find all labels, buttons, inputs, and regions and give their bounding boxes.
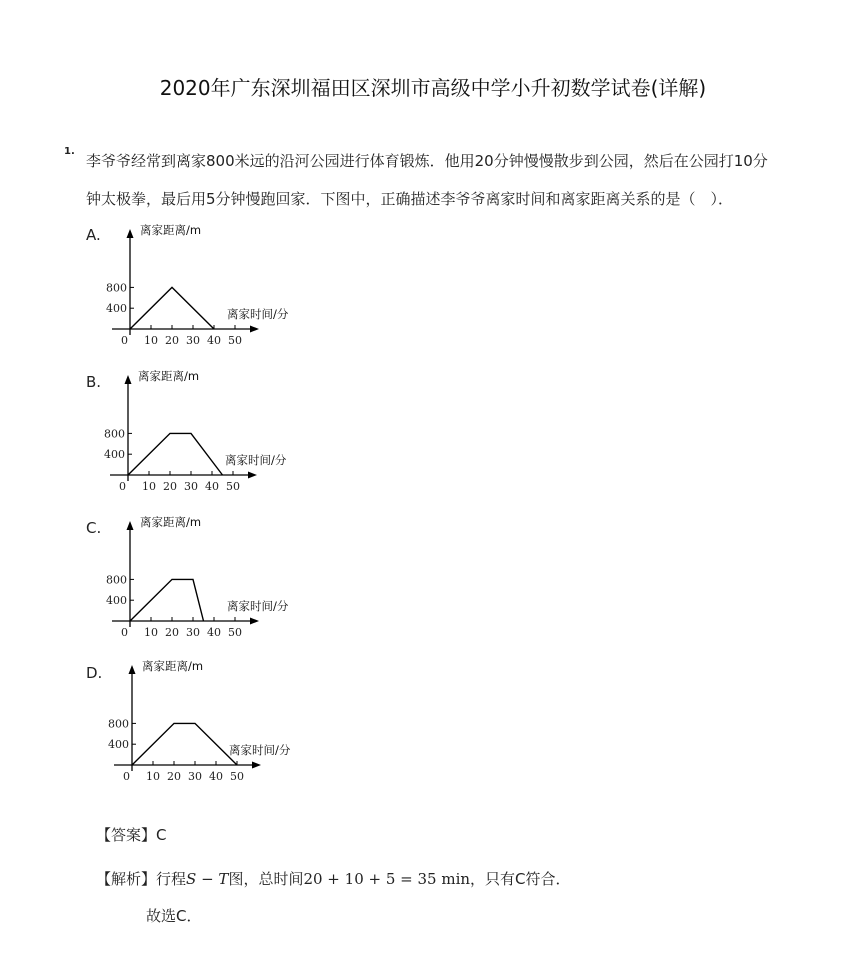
x-tick-label: 50 bbox=[228, 626, 242, 639]
x-tick-label: 50 bbox=[228, 334, 242, 347]
x-tick-label: 10 bbox=[144, 626, 158, 639]
y-tick-label: 400 bbox=[106, 594, 127, 608]
distance-time-line bbox=[130, 287, 214, 329]
x-tick-label: 40 bbox=[207, 334, 221, 347]
analysis-conclusion: 故选C． bbox=[146, 907, 202, 925]
y-axis-title: 离家距离/m bbox=[138, 369, 200, 383]
x-tick-label: 40 bbox=[209, 770, 223, 783]
option-c-label: C. bbox=[86, 519, 102, 537]
x-axis-title: 离家时间/分 bbox=[225, 453, 287, 467]
analysis-mid: 图，总时间 bbox=[228, 870, 304, 888]
y-tick-label: 800 bbox=[106, 281, 127, 295]
option-a-label: A. bbox=[86, 226, 101, 244]
x-tick-label: 30 bbox=[186, 626, 200, 639]
distance-time-line bbox=[130, 579, 204, 621]
x-tick-label: 10 bbox=[142, 480, 156, 493]
graph-svg bbox=[108, 659, 320, 790]
y-axis-arrow bbox=[127, 229, 134, 238]
y-tick-label: 400 bbox=[104, 448, 125, 462]
y-axis-title: 离家距离/m bbox=[142, 659, 204, 673]
distance-time-line bbox=[128, 433, 223, 475]
origin-label: 0 bbox=[121, 626, 128, 639]
distance-time-line bbox=[132, 723, 237, 765]
graph-svg bbox=[104, 369, 316, 500]
origin-label: 0 bbox=[121, 334, 128, 347]
analysis-minus: − bbox=[196, 870, 219, 888]
analysis-var-s: S bbox=[186, 870, 197, 888]
x-tick-label: 30 bbox=[188, 770, 202, 783]
x-axis-title: 离家时间/分 bbox=[227, 307, 289, 321]
x-tick-label: 30 bbox=[186, 334, 200, 347]
answer-label: 【答案】 bbox=[96, 826, 157, 844]
x-tick-label: 40 bbox=[207, 626, 221, 639]
analysis-prefix: 行程 bbox=[156, 870, 187, 888]
answer-line bbox=[96, 824, 167, 845]
y-tick-label: 800 bbox=[108, 717, 129, 731]
question-text-line-1: 李爷爷经常到离家800米远的沿河公园进行体育锻炼．他用20分钟慢慢散步到公园，然后在公园打10分 bbox=[86, 152, 768, 170]
x-tick-label: 40 bbox=[205, 480, 219, 493]
x-axis-arrow bbox=[250, 326, 259, 333]
x-tick-label: 20 bbox=[167, 770, 181, 783]
x-tick-label: 20 bbox=[165, 334, 179, 347]
origin-label: 0 bbox=[123, 770, 130, 783]
option-d-label: D. bbox=[86, 664, 103, 682]
answer-value: C bbox=[156, 826, 167, 844]
x-axis-title: 离家时间/分 bbox=[229, 743, 291, 757]
option-a-graph[interactable] bbox=[106, 223, 318, 354]
question-text-line-2: 钟太极拳，最后用5分钟慢跑回家．下图中，正确描述李爷爷离家时间和离家距离关系的是（ ）． bbox=[86, 190, 734, 208]
graph-svg bbox=[106, 515, 318, 646]
x-axis-arrow bbox=[250, 618, 259, 625]
x-axis-arrow bbox=[248, 472, 257, 479]
analysis-suffix: ，只有C符合． bbox=[470, 870, 571, 888]
page-title: 2020年广东深圳福田区深圳市高级中学小升初数学试卷(详解) bbox=[159, 76, 707, 100]
x-axis-title: 离家时间/分 bbox=[227, 599, 289, 613]
x-tick-label: 20 bbox=[163, 480, 177, 493]
x-axis-arrow bbox=[252, 762, 261, 769]
y-axis-arrow bbox=[127, 521, 134, 530]
option-b-graph[interactable] bbox=[104, 369, 316, 500]
analysis-var-t: T bbox=[218, 870, 229, 888]
analysis-label: 【解析】 bbox=[96, 870, 157, 888]
y-tick-label: 400 bbox=[106, 302, 127, 316]
graph-svg bbox=[106, 223, 318, 354]
x-tick-label: 10 bbox=[144, 334, 158, 347]
y-tick-label: 800 bbox=[106, 573, 127, 587]
x-tick-label: 50 bbox=[226, 480, 240, 493]
x-tick-label: 20 bbox=[165, 626, 179, 639]
y-tick-label: 800 bbox=[104, 427, 125, 441]
analysis-equation: 20 + 10 + 5 = 35 min bbox=[303, 870, 471, 888]
y-axis-title: 离家距离/m bbox=[140, 515, 202, 529]
x-tick-label: 10 bbox=[146, 770, 160, 783]
y-axis-title: 离家距离/m bbox=[140, 223, 202, 237]
question-number: 1. bbox=[64, 146, 75, 157]
y-axis-arrow bbox=[129, 665, 136, 674]
origin-label: 0 bbox=[119, 480, 126, 493]
x-tick-label: 50 bbox=[230, 770, 244, 783]
option-b-label: B. bbox=[86, 373, 102, 391]
option-d-graph[interactable] bbox=[108, 659, 320, 790]
y-axis-arrow bbox=[125, 375, 132, 384]
y-tick-label: 400 bbox=[108, 738, 129, 752]
x-tick-label: 30 bbox=[184, 480, 198, 493]
option-c-graph[interactable] bbox=[106, 515, 318, 646]
analysis-line bbox=[96, 868, 571, 889]
